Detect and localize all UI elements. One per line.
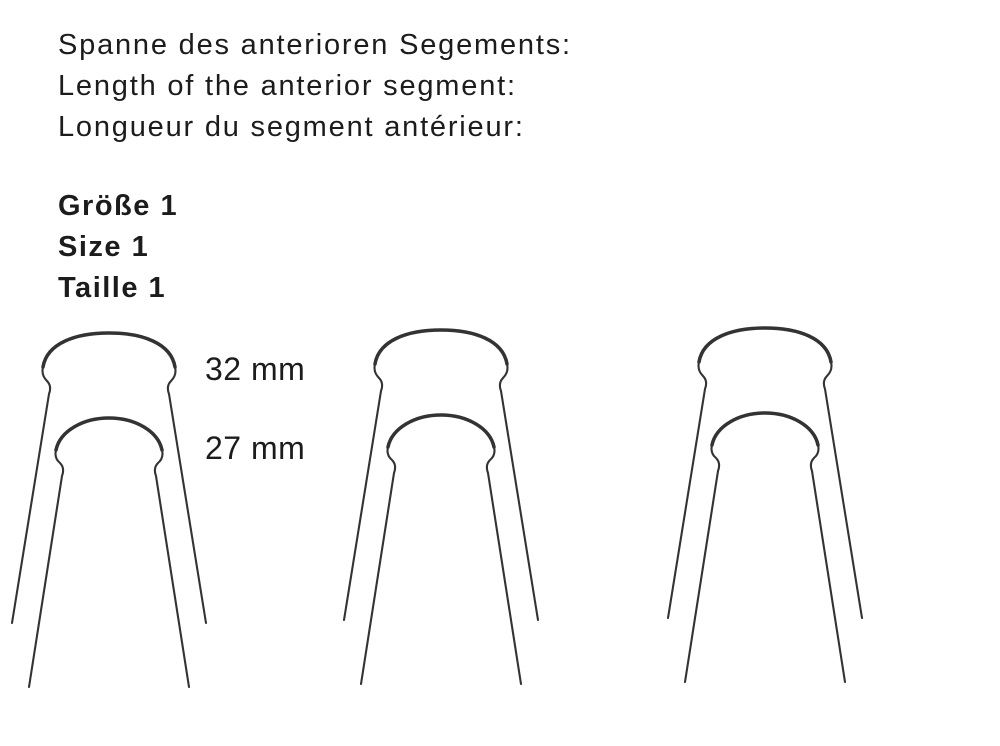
- wire-figure-1: [12, 333, 206, 687]
- title-line-de: Spanne des anterioren Segements:: [58, 29, 572, 61]
- dimension-label-outer-span: 32 mm: [205, 351, 306, 387]
- size-label-en: Size 1: [58, 231, 150, 263]
- title-line-en: Length of the anterior segment:: [58, 70, 517, 102]
- size-label-fr: Taille 1: [58, 272, 167, 304]
- dimension-label-inner-span: 27 mm: [205, 430, 306, 466]
- title-line-fr: Longueur du segment antérieur:: [58, 111, 525, 143]
- wire-figure-2: [344, 330, 538, 684]
- size-label-de: Größe 1: [58, 190, 179, 222]
- wire-figure-3: [668, 328, 862, 682]
